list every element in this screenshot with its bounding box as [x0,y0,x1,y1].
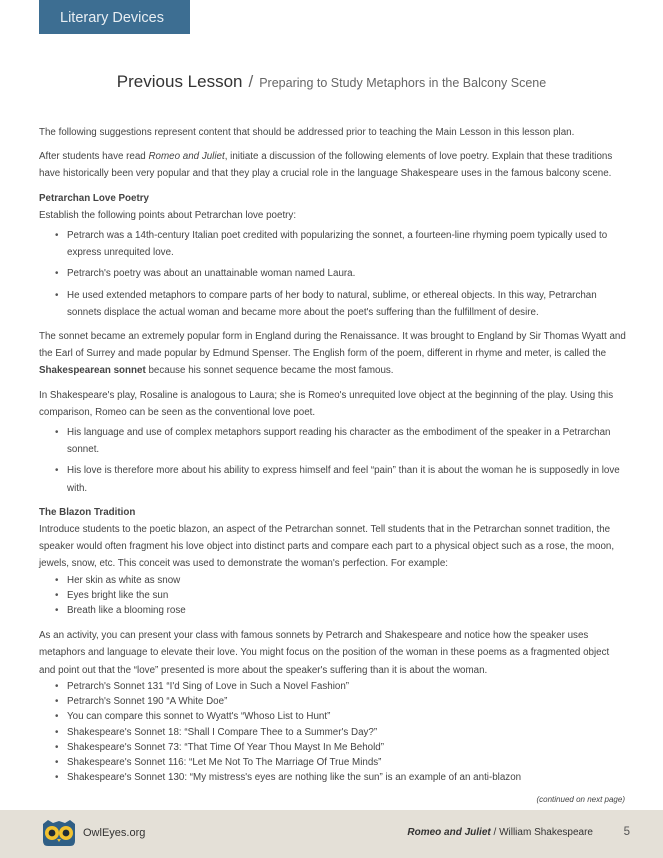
owl-icon [40,819,78,847]
discussion-paragraph [39,148,627,182]
rosaline-paragraph: In Shakespeare's play, Rosaline is analogous to Laura; she is Romeo's unrequited love object at the beginning of the play. Using this comparison, Romeo can be seen as the conventional love poet. [39,389,614,418]
blazon-paragraph: Introduce students to the poetic blazon, an aspect of the Petrarchan sonnet. Tell students that in the Petrarchan sonnet tradition, the speaker would often fragment his love object into distinct parts and compare each part to a physical object such as a rose, the moon, jewels, snow, etc. This conceit was used to demonstrate the woman's perfection. For example: [39,524,615,570]
page-number: 5 [623,826,630,838]
list-item: • Eyes bright like the sun [39,588,627,603]
text-run: The sonnet became an extremely popular form in England during the Renaissance. It was brought to England by Sir Thomas Wyatt and the Earl of Surrey and made popular by Edmund Spenser. The English form of the poem, different in rhyme and meter, is called the [39,331,626,360]
book-title-text: Romeo and Juliet [407,827,491,838]
text-run: , initiate a discussion of the following elements of love poetry. Explain that these traditions have historically been very popular and that they play a crucial role in the language Shakespeare uses in the famous balcony scene. [39,151,613,180]
list-item: • His language and use of complex metaphors support reading his character as the embodiment of the speaker in a Petrarchan sonnet. [39,424,627,458]
sonnet-list [39,679,627,785]
site-name[interactable]: OwlEyes.org [83,827,146,839]
list-item: • His love is therefore more about his ability to express himself and feel “pain” than it is about the woman he is supposedly in love with. [39,462,627,496]
list-item: • Shakespeare's Sonnet 130: “My mistress's eyes are nothing like the sun” is an example of an anti-blazon [39,770,627,785]
text-run: because his sonnet sequence became the most famous. [145,365,394,377]
sonnet-paragraph [39,328,627,380]
list-item: • Petrarch's poetry was about an unattainable woman named Laura. [39,265,627,282]
list-item: • Shakespeare's Sonnet 116: “Let Me Not To The Marriage Of True Minds” [39,755,627,770]
list-item: • Shakespeare's Sonnet 73: “That Time Of Year Thou Mayst In Me Behold” [39,740,627,755]
romeo-list [39,424,627,497]
blazon-list [39,573,627,619]
list-item: • Petrarch was a 14th-century Italian poet credited with popularizing the sonnet, a fourteen-line rhyming poem typically used to express unrequited love. [39,227,627,261]
continued-note: (continued on next page) [536,795,625,804]
list-item: • You can compare this sonnet to Wyatt's “Whoso List to Hunt” [39,709,627,724]
lesson-label: Previous Lesson [116,72,243,91]
list-item: • He used extended metaphors to compare parts of her body to natural, sublime, or ethereal objects. In this way, Petrarchan sonnets displace the actual woman and became more about the poet's suffering than the fulfillment of desire. [39,287,627,321]
list-item: • Her skin as white as snow [39,573,627,588]
petrarchan-lead: Establish the following points about Petrarchan love poetry: [39,209,297,221]
lesson-content [39,124,627,792]
page-footer [0,810,663,858]
book-title [407,827,593,838]
heading-separator: / [248,72,254,91]
list-item: • Breath like a blooming rose [39,603,627,618]
section-tab: Literary Devices [39,0,190,34]
text-run: After students have read [39,151,149,163]
petrarchan-heading: Petrarchan Love Poetry [39,192,149,204]
list-item: • Petrarch's Sonnet 190 “A White Doe” [39,694,627,709]
petrarchan-list [39,227,627,321]
blazon-heading: The Blazon Tradition [39,506,136,518]
shakespearean-sonnet-term: Shakespearean sonnet [39,365,146,377]
lesson-heading [0,72,663,92]
author-name: / William Shakespeare [490,827,593,838]
activity-paragraph: As an activity, you can present your class with famous sonnets by Petrarch and Shakespeare and notice how the speaker uses metaphors and language to elevate their love. You might focus on the position of the woman in these poems as a fragmented object and point out that the “love” presented is more about the speaker's suffering than it is about the woman. [39,630,610,676]
lesson-title: Preparing to Study Metaphors in the Balcony Scene [259,76,547,90]
list-item: • Shakespeare's Sonnet 18: “Shall I Compare Thee to a Summer's Day?” [39,725,627,740]
play-title: Romeo and Juliet [148,151,225,163]
list-item: • Petrarch's Sonnet 131 “I'd Sing of Love in Such a Novel Fashion” [39,679,627,694]
intro-paragraph: The following suggestions represent content that should be addressed prior to teaching the Main Lesson in this lesson plan. [39,127,575,138]
